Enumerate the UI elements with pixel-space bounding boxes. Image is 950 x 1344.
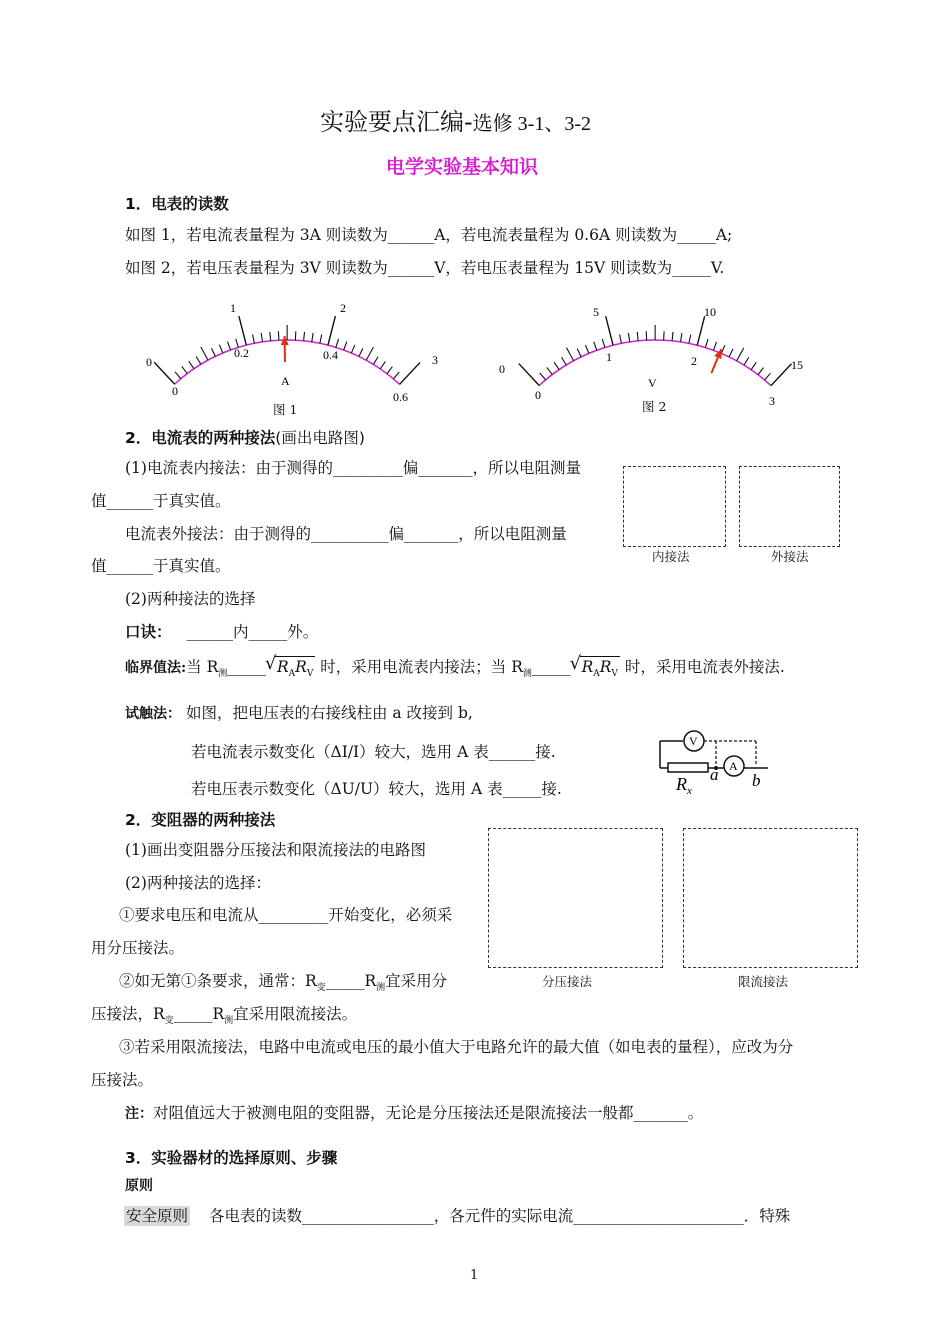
scale-tick [628,333,629,342]
figure2-outer-label-0: 0 [499,362,505,376]
node-a-label: a [710,765,719,784]
trial-method-line [125,703,473,724]
scale-tick [312,333,313,342]
c2b-part2: _____R [173,1005,225,1023]
figure1-outer-label-3: 3 [432,353,438,367]
c2a-sub1: 变 [316,983,326,994]
section2-heading-text: 2．电流表的两种接法 [125,429,276,447]
rheostat-item1: (1)画出变阻器分压接法和限流接法的电路图 [125,841,426,859]
figure2-outer-label-2: 10 [704,305,716,319]
section2-heading [125,426,365,448]
scale-tick [154,362,174,384]
critical-sub-2: 测 [522,669,532,680]
critical-text-d: 时，采用电流表外接法. [624,658,785,676]
figure2-inner-label-2: 2 [691,354,697,368]
outer-method-line-a: 电流表外接法：由于测得的__________偏_______，所以电阻测量 [125,525,567,543]
trial-label: 试触法： [125,706,181,722]
sqrt2-r1: R [581,658,594,676]
condition1-line-b: 用分压接法。 [91,939,185,957]
scale-tick [765,373,771,380]
scale-tick [351,345,355,353]
title-main: 实验要点汇编- [320,108,473,136]
figure1-inner-label-0: 0 [172,384,178,398]
scale-tick [620,335,622,344]
figure1-inner-label-3: 0.6 [393,390,408,404]
mnemonic-label: 口诀： [125,622,172,641]
section4-heading: 3．实验器材的选择原则、步骤 [125,1149,338,1167]
outer-method-line-b: 值______于真实值。 [91,557,231,575]
c2a-part3: 宜采用分 [385,972,448,990]
scale-tick [320,334,322,343]
figure2-outer-label-3: 15 [791,358,803,372]
voltmeter-label: V [689,734,698,748]
trial-circuit-diagram [650,728,780,798]
c2b-part3: 宜采用限流接法。 [233,1005,358,1023]
figure2-caption: 图 2 [642,399,667,414]
section3-heading: 2．变阻器的两种接法 [125,811,276,829]
method-choice-heading: (2)两种接法的选择 [125,590,256,608]
figure2-inner-label-3: 3 [769,394,775,408]
scale-tick [201,347,208,360]
scale-tick [387,367,392,374]
figure1-inner-label-1: 0.2 [234,346,249,360]
safety-principle-line [124,1206,790,1226]
scale-tick [328,316,335,345]
resistor-rx-symbol [668,763,708,772]
principle-label: 原则 [125,1178,153,1194]
critical-text-a: 当 R [186,658,219,676]
page-title [320,102,591,137]
scale-tick [562,357,567,365]
condition2-line-a [119,971,447,998]
scale-tick [554,362,559,369]
section1-heading: 1．电表的读数 [125,195,229,213]
sqrt1-sub-a: A [288,669,296,680]
scale-tick [336,339,339,348]
scale-tick [737,348,744,361]
scale-tick [211,348,215,356]
critical-blank-1: _____ [227,658,267,676]
page-subtitle: 电学实验基本知识 [386,156,539,178]
condition2-line-b [91,1004,357,1031]
scale-tick [721,345,725,353]
scale-tick [566,348,573,361]
c2a-part2: _____R [325,972,377,990]
figure2-inner-label-0: 0 [535,388,541,402]
scale-tick [400,362,420,384]
scale-tick [547,367,552,374]
inner-method-box-label: 内接法 [652,549,690,564]
figure2-inner-label-1: 1 [606,350,612,364]
limiter-circuit-drawing-box[interactable] [683,828,858,968]
node-b-label: b [752,771,761,790]
scale-tick [366,347,373,360]
section1-line1: 如图 1，若电流表量程为 3A 则读数为______A，若电流表量程为 0.6A 则读数为_____A; [125,226,733,244]
scale-tick [602,339,605,348]
section2-heading-note: (画出电路图) [275,429,365,447]
scale-tick [380,361,385,368]
title-sub: 选修 3-1、3-2 [472,113,591,135]
scale-tick [713,342,716,350]
scale-tick [744,357,749,365]
scale-tick [393,372,399,379]
sqrt2-r2: R [599,658,612,676]
critical-label: 临界值法: [125,660,187,676]
trial-text: 如图，把电压表的右接线柱由 a 改接到 b, [185,704,473,722]
scale-tick [594,342,597,350]
scale-tick [175,372,181,379]
limiter-box-label: 限流接法 [738,974,789,989]
mnemonic-text: ______内_____外。 [186,623,319,641]
section1-line2: 如图 2，若电压表量程为 3V 则读数为______V，若电压表量程为 15V 则读数为_____V. [125,259,725,277]
scale-tick [182,366,187,373]
page-number: 1 [470,1268,479,1283]
scale-tick [227,342,230,350]
outer-method-drawing-box[interactable] [739,466,840,547]
mnemonic-line [125,622,318,642]
note-label: 注： [125,1106,153,1122]
sqrt2-sub-v: V [611,669,618,680]
scale-tick [637,332,638,341]
rheostat-item2: (2)两种接法的选择： [125,874,271,892]
scale-tick [606,316,613,345]
divider-circuit-drawing-box[interactable] [488,828,663,968]
inner-method-drawing-box[interactable] [623,466,726,547]
scale-tick [239,316,246,345]
figure1-caption: 图 1 [273,402,298,417]
figure1-outer-label-0: 0 [146,355,152,369]
inner-method-line-a: (1)电流表内接法：由于测得的_________偏_______，所以电阻测量 [125,459,581,477]
scale-tick [697,316,704,345]
figure2-unit: V [648,376,657,390]
scale-tick [219,345,222,353]
trial-line-1: 若电流表示数变化（ΔI/I）较大，选用 A 表______接. [191,743,556,761]
resistor-rx-label: $R_x$ [676,774,692,797]
inner-method-line-b: 值______于真实值。 [91,492,231,510]
condition3-line-b: 压接法。 [91,1071,154,1089]
divider-box-label: 分压接法 [542,974,593,989]
scale-tick [189,361,194,368]
scale-tick [585,345,588,353]
scale-tick [373,357,378,365]
c2a-part1: ②如无第①条要求，通常：R [119,972,317,990]
c2a-sub2: 测 [376,983,386,994]
c2b-part1: 压接法，R [91,1005,165,1023]
scale-tick [540,373,546,380]
critical-value-line [125,653,785,684]
trial-line-2: 若电压表示数变化（ΔU/U）较大，选用 A 表_____接. [191,780,562,798]
sqrt-expression-2: √ $R_AR_V$ [580,656,620,684]
rheostat-note [125,1103,703,1124]
figure1-outer-label-2: 2 [340,301,346,315]
figure2-outer-label-1: 5 [593,305,599,319]
scale-tick [261,333,262,342]
scale-tick [681,333,682,342]
scale-tick [689,335,691,344]
scale-tick [519,364,539,386]
scale-tick [359,348,363,356]
safety-principle-label: 安全原则 [126,1207,189,1225]
figure1-inner-label-2: 0.4 [323,348,338,362]
sqrt-expression-1: √ $R_AR_V$ [275,656,315,684]
sqrt2-sub-a: A [593,669,600,680]
condition1-line-a: ①要求电压和电流从_________开始变化，必须采 [119,906,453,924]
figure1-ammeter [130,295,440,415]
sqrt1-r2: R [295,658,307,676]
scale-tick [344,342,347,350]
c2b-sub2: 测 [224,1016,234,1027]
scale-tick [771,364,791,386]
note-text: 对阻值远大于被测电阻的变阻器，无论是分压接法还是限流接法一般都_______。 [153,1104,704,1122]
critical-blank-2: _____ [531,658,571,676]
condition3-line-a: ③若采用限流接法，电路中电流或电压的最小值大于电路允许的最大值（如电表的量程），应改为分 [119,1038,794,1056]
ammeter-label: A [729,759,738,773]
sqrt1-sub-v: V [306,669,314,680]
scale-tick [729,349,733,357]
scale-tick [758,368,763,375]
scale-tick [270,332,271,341]
figure1-unit: A [281,374,290,388]
critical-sub-1: 测 [218,669,228,680]
scale-tick [672,332,673,341]
c2b-sub1: 变 [164,1016,174,1027]
sqrt1-r1: R [276,658,289,676]
scale-tick [196,357,201,365]
safety-principle-text: 各电表的读数_________________，各元件的实际电流______________________．特殊 [208,1207,791,1225]
scale-tick [253,334,255,343]
critical-text-c: 时，采用电流表内接法；当 R [320,658,523,676]
outer-method-box-label: 外接法 [771,549,809,564]
scale-tick [705,339,708,348]
scale-tick [751,362,756,369]
scale-tick [577,349,581,357]
scale-tick [304,332,305,341]
figure2-pointer-arrow [711,349,721,373]
figure1-outer-label-1: 1 [230,301,236,315]
